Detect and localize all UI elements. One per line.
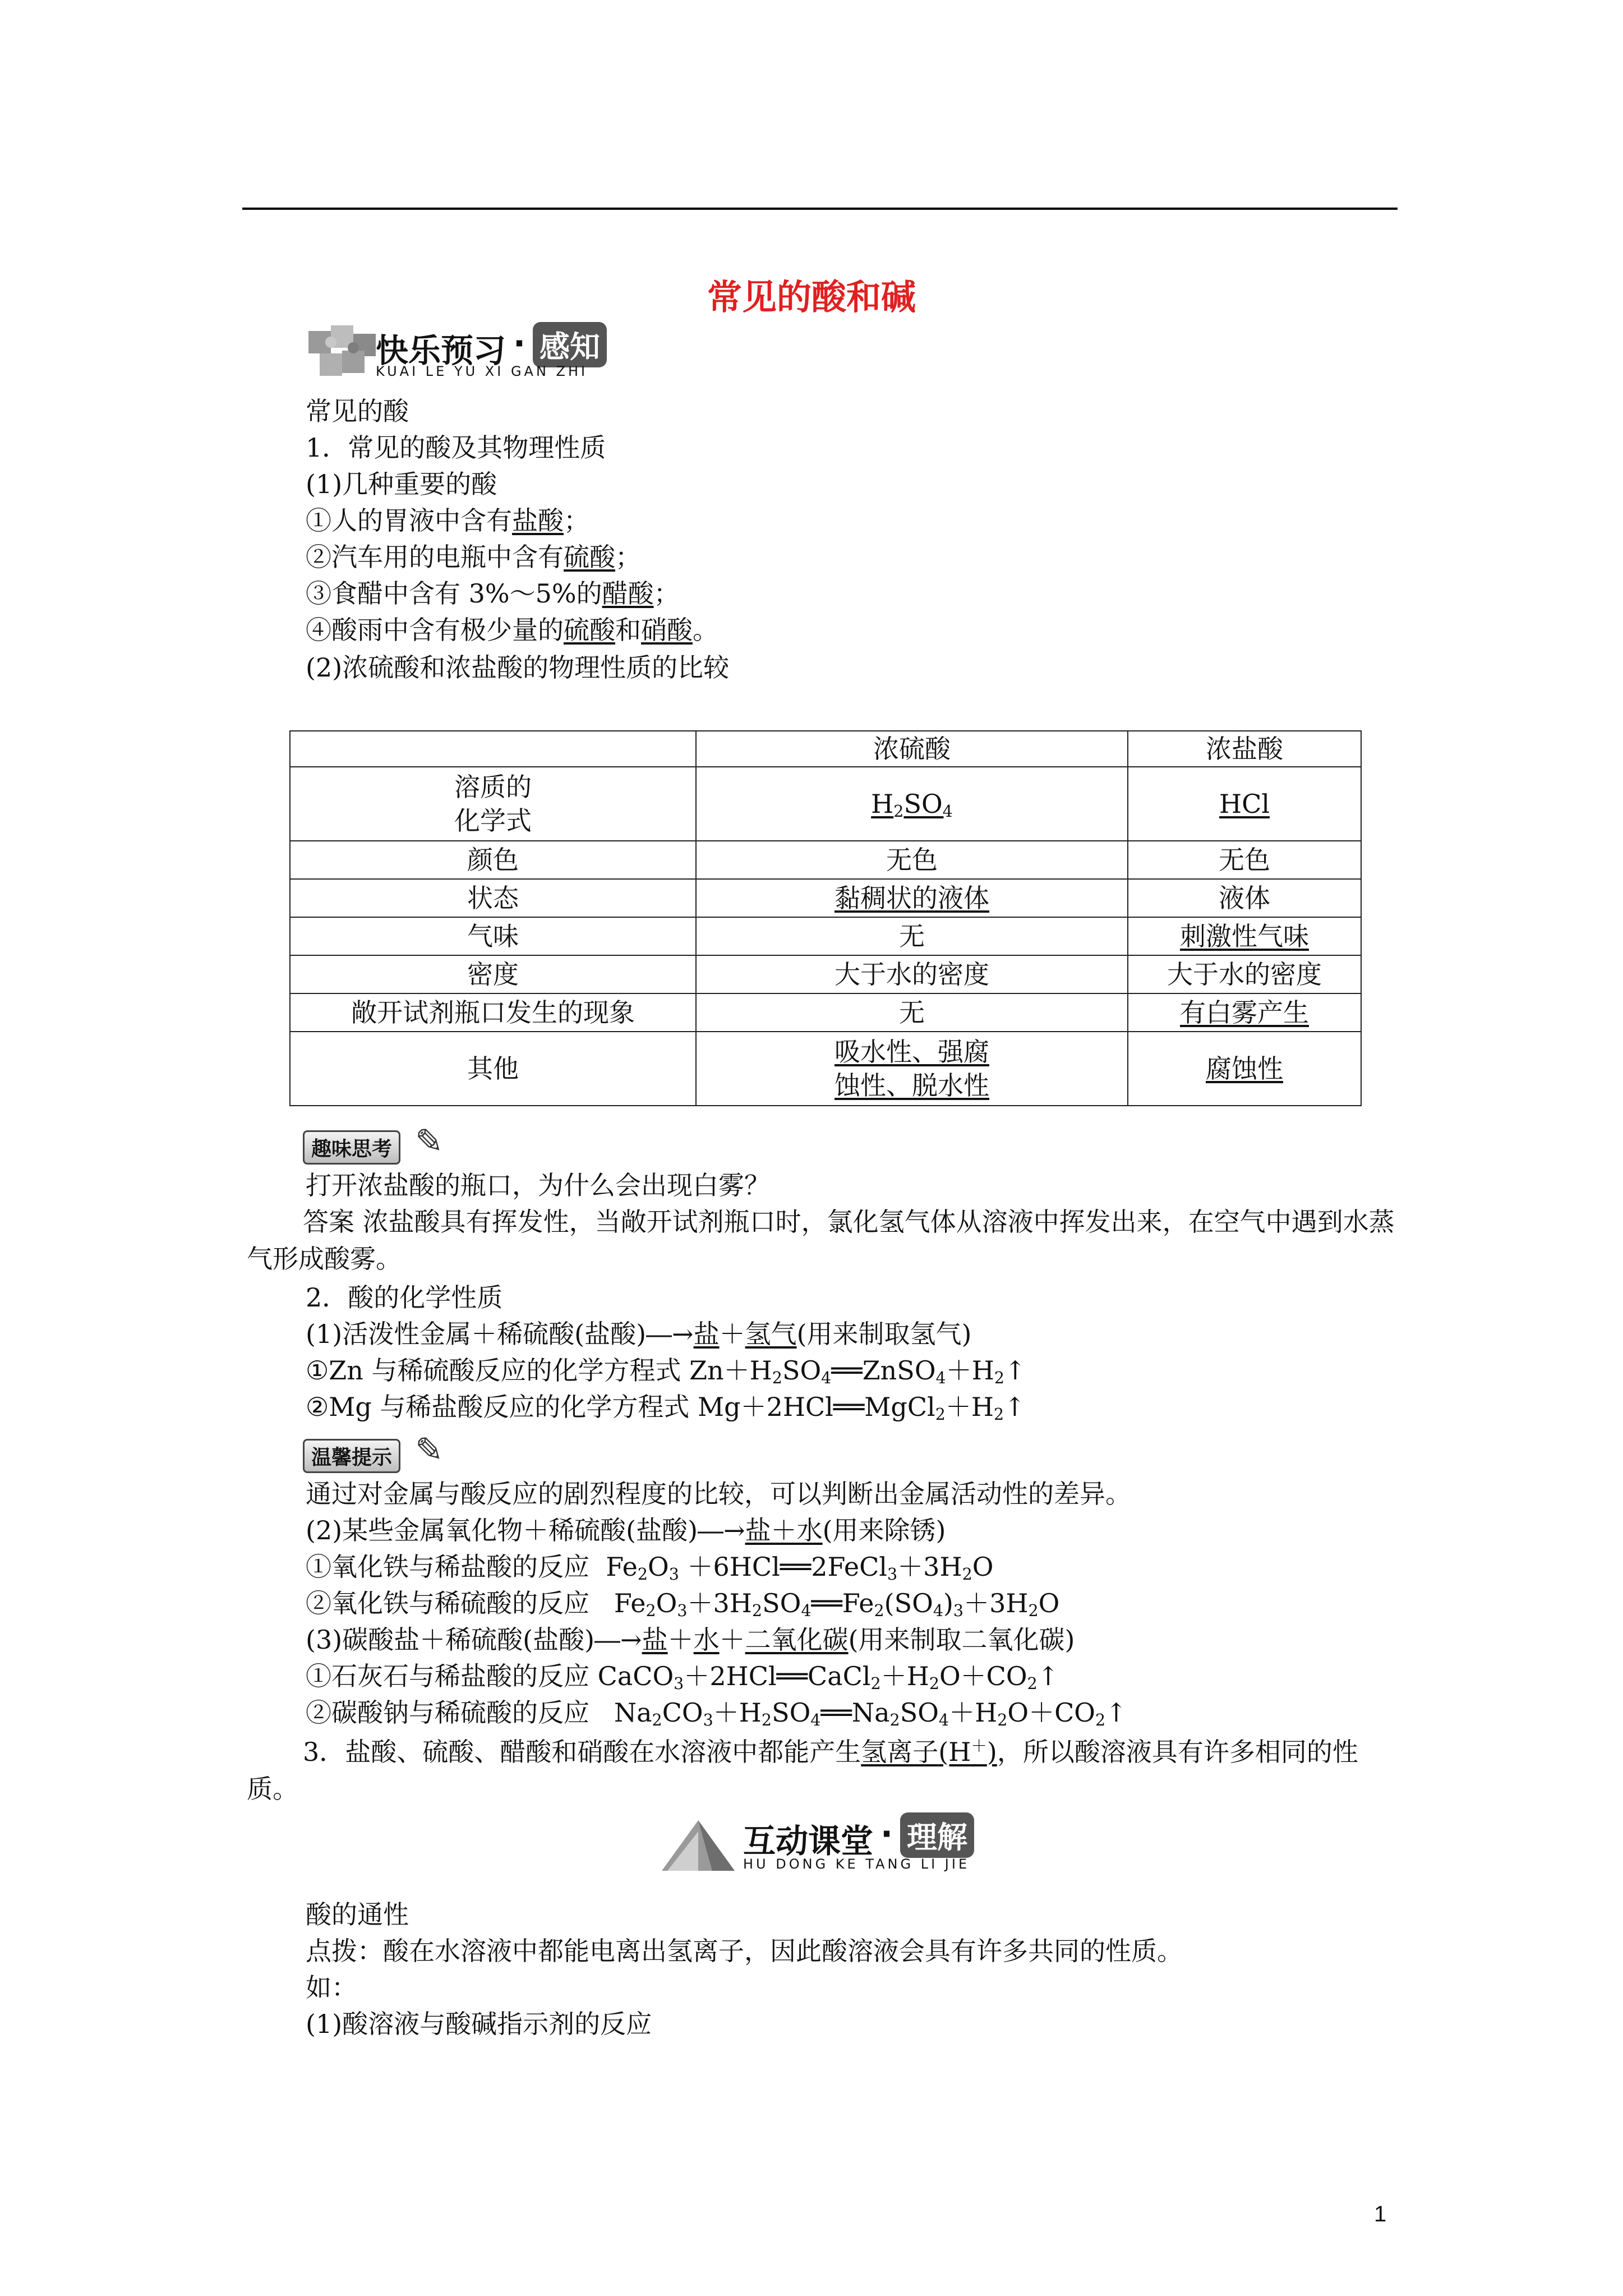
table-cell: 大于水的密度 <box>696 955 1128 993</box>
answer: 答案 浓盐酸具有挥发性，当敞开试剂瓶口时，氯化氢气体从溶液中挥发出来，在空气中遇到水蒸气形成酸雾。 <box>247 1207 1395 1274</box>
book-icon <box>656 1809 740 1876</box>
comparison-table <box>289 730 1362 1106</box>
page-number: 1 <box>1374 2202 1387 2226</box>
s3-p2: (2)某些金属氧化物＋稀硫酸(盐酸)―→盐＋水(用来除锈) <box>306 1515 946 1545</box>
page-title: 常见的酸和碱 <box>707 277 916 318</box>
table-cell: 黏稠状的液体 <box>696 879 1128 917</box>
table-cell: 气味 <box>290 917 696 955</box>
tools-icon: ✎ <box>415 1122 444 1161</box>
banner-preview-tag: 感知 <box>533 322 607 367</box>
table-cell: 其他 <box>290 1032 696 1106</box>
tip-text: 通过对金属与酸反应的剧烈程度的比较，可以判断出金属活动性的差异。 <box>306 1479 1131 1509</box>
table-cell: 溶质的 化学式 <box>290 767 696 841</box>
table-header: 浓盐酸 <box>1128 731 1361 767</box>
table-row <box>290 917 1361 955</box>
section-heading: 常见的酸 <box>306 396 409 426</box>
table-cell: 无 <box>696 993 1128 1032</box>
table-row <box>290 1032 1361 1106</box>
equation-fe2o3-hcl: ①氧化铁与稀盐酸的反应 $Fe_2O_3$ $+6HCl══2FeCl_3+3H_2O$ <box>306 1552 994 1584</box>
banner-classroom-tag: 理解 <box>900 1812 974 1858</box>
s3-p3: (3)碳酸盐＋稀硫酸(盐酸)―→盐＋水＋二氧化碳(用来制取二氧化碳) <box>306 1625 1075 1655</box>
table-cell: 腐蚀性 <box>1128 1032 1361 1106</box>
s2-p1: (1)活泼性金属＋稀硫酸(盐酸)―→盐＋氢气(用来制取氢气) <box>306 1319 972 1349</box>
table-row <box>290 731 1361 767</box>
table-cell: 无色 <box>696 841 1128 879</box>
equation-zn: ①Zn 与稀硫酸反应的化学方程式 $Zn+H_2SO_4══ZnSO_4+H_2↑$ <box>306 1355 1026 1388</box>
table-cell: $H_2SO_4$ <box>696 767 1128 841</box>
table-cell: 刺激性气味 <box>1128 917 1361 955</box>
table-row <box>290 841 1361 879</box>
table-cell: 大于水的密度 <box>1128 955 1361 993</box>
equation-caco3: ①石灰石与稀盐酸的反应 $CaCO_3+2HCl══CaCl_2+H_2O+CO_2↑$ <box>306 1661 1059 1694</box>
banner-preview-pinyin: KUAI LE YU XI GAN ZHI <box>376 364 588 379</box>
s2-heading: 2．酸的化学性质 <box>306 1282 503 1313</box>
s1-item1: ①人的胃液中含有盐酸； <box>306 505 589 536</box>
puzzle-icon <box>303 320 387 381</box>
equation-mg: ②Mg 与稀盐酸反应的化学方程式 $Mg+2HCl══MgCl_2+H_2↑$ <box>306 1392 1026 1424</box>
s1-h1b: (2)浓硫酸和浓盐酸的物理性质的比较 <box>306 652 730 683</box>
equation-fe2o3-h2so4: ②氧化铁与稀硫酸的反应 $Fe_2O_3+3H_2SO_4══Fe_2(SO_4)_3+3H_2O$ <box>306 1588 1060 1621</box>
table-header <box>290 731 696 767</box>
tools-icon: ✎ <box>415 1430 444 1470</box>
banner-classroom-pinyin: HU DONG KE TANG LI JIE <box>743 1856 970 1872</box>
table-row <box>290 767 1361 841</box>
banner-classroom-label: 互动课堂 <box>743 1822 874 1860</box>
part2-heading: 酸的通性 <box>306 1899 409 1930</box>
table-cell: 有白雾产生 <box>1128 993 1361 1032</box>
tag-fun-thinking: 趣味思考 <box>303 1130 400 1165</box>
part2-p3: (1)酸溶液与酸碱指示剂的反应 <box>306 2009 652 2039</box>
s1-item2: ②汽车用的电瓶中含有硫酸； <box>306 542 641 572</box>
equation-na2co3: ②碳酸钠与稀硫酸的反应 $Na_2CO_3+H_2SO_4══Na_2SO_4+H_2O+CO_2↑$ <box>306 1697 1127 1730</box>
table-header: 浓硫酸 <box>696 731 1128 767</box>
tag-warm-tip: 温馨提示 <box>303 1439 400 1473</box>
table-row <box>290 955 1361 993</box>
s1-item3: ③食醋中含有 3%～5%的醋酸； <box>306 578 680 609</box>
table-row <box>290 993 1361 1032</box>
s1-item4: ④酸雨中含有极少量的硫酸和硝酸。 <box>306 615 718 645</box>
table-cell: 敞开试剂瓶口发生的现象 <box>290 993 696 1032</box>
table-row <box>290 879 1361 917</box>
s1-h1a: (1)几种重要的酸 <box>306 469 497 499</box>
header-rule <box>242 208 1398 210</box>
banner-preview <box>303 320 684 387</box>
banner-preview-label: 快乐预习 <box>376 332 506 370</box>
table-cell: 液体 <box>1128 879 1361 917</box>
banner-classroom <box>656 1809 1038 1882</box>
table-cell: 无色 <box>1128 841 1361 879</box>
banner-preview-dot: · <box>513 324 526 362</box>
table-cell: 颜色 <box>290 841 696 879</box>
question: 打开浓盐酸的瓶口，为什么会出现白雾？ <box>306 1170 770 1200</box>
banner-classroom-dot: · <box>880 1815 893 1853</box>
s1-h1: 1．常见的酸及其物理性质 <box>306 432 606 463</box>
s4-paragraph: 3．盐酸、硫酸、醋酸和硝酸在水溶液中都能产生氢离子(H＋)，所以酸溶液具有许多相同的性质。 <box>247 1736 1358 1804</box>
table-cell: 密度 <box>290 955 696 993</box>
part2-p2: 如： <box>306 1972 357 2003</box>
table-cell: 状态 <box>290 879 696 917</box>
table-cell: 无 <box>696 917 1128 955</box>
table-cell: 吸水性、强腐 蚀性、脱水性 <box>696 1032 1128 1106</box>
part2-p1: 点拨：酸在水溶液中都能电离出氢离子，因此酸溶液会具有许多共同的性质。 <box>306 1936 1183 1966</box>
table-cell: HCl <box>1128 767 1361 841</box>
